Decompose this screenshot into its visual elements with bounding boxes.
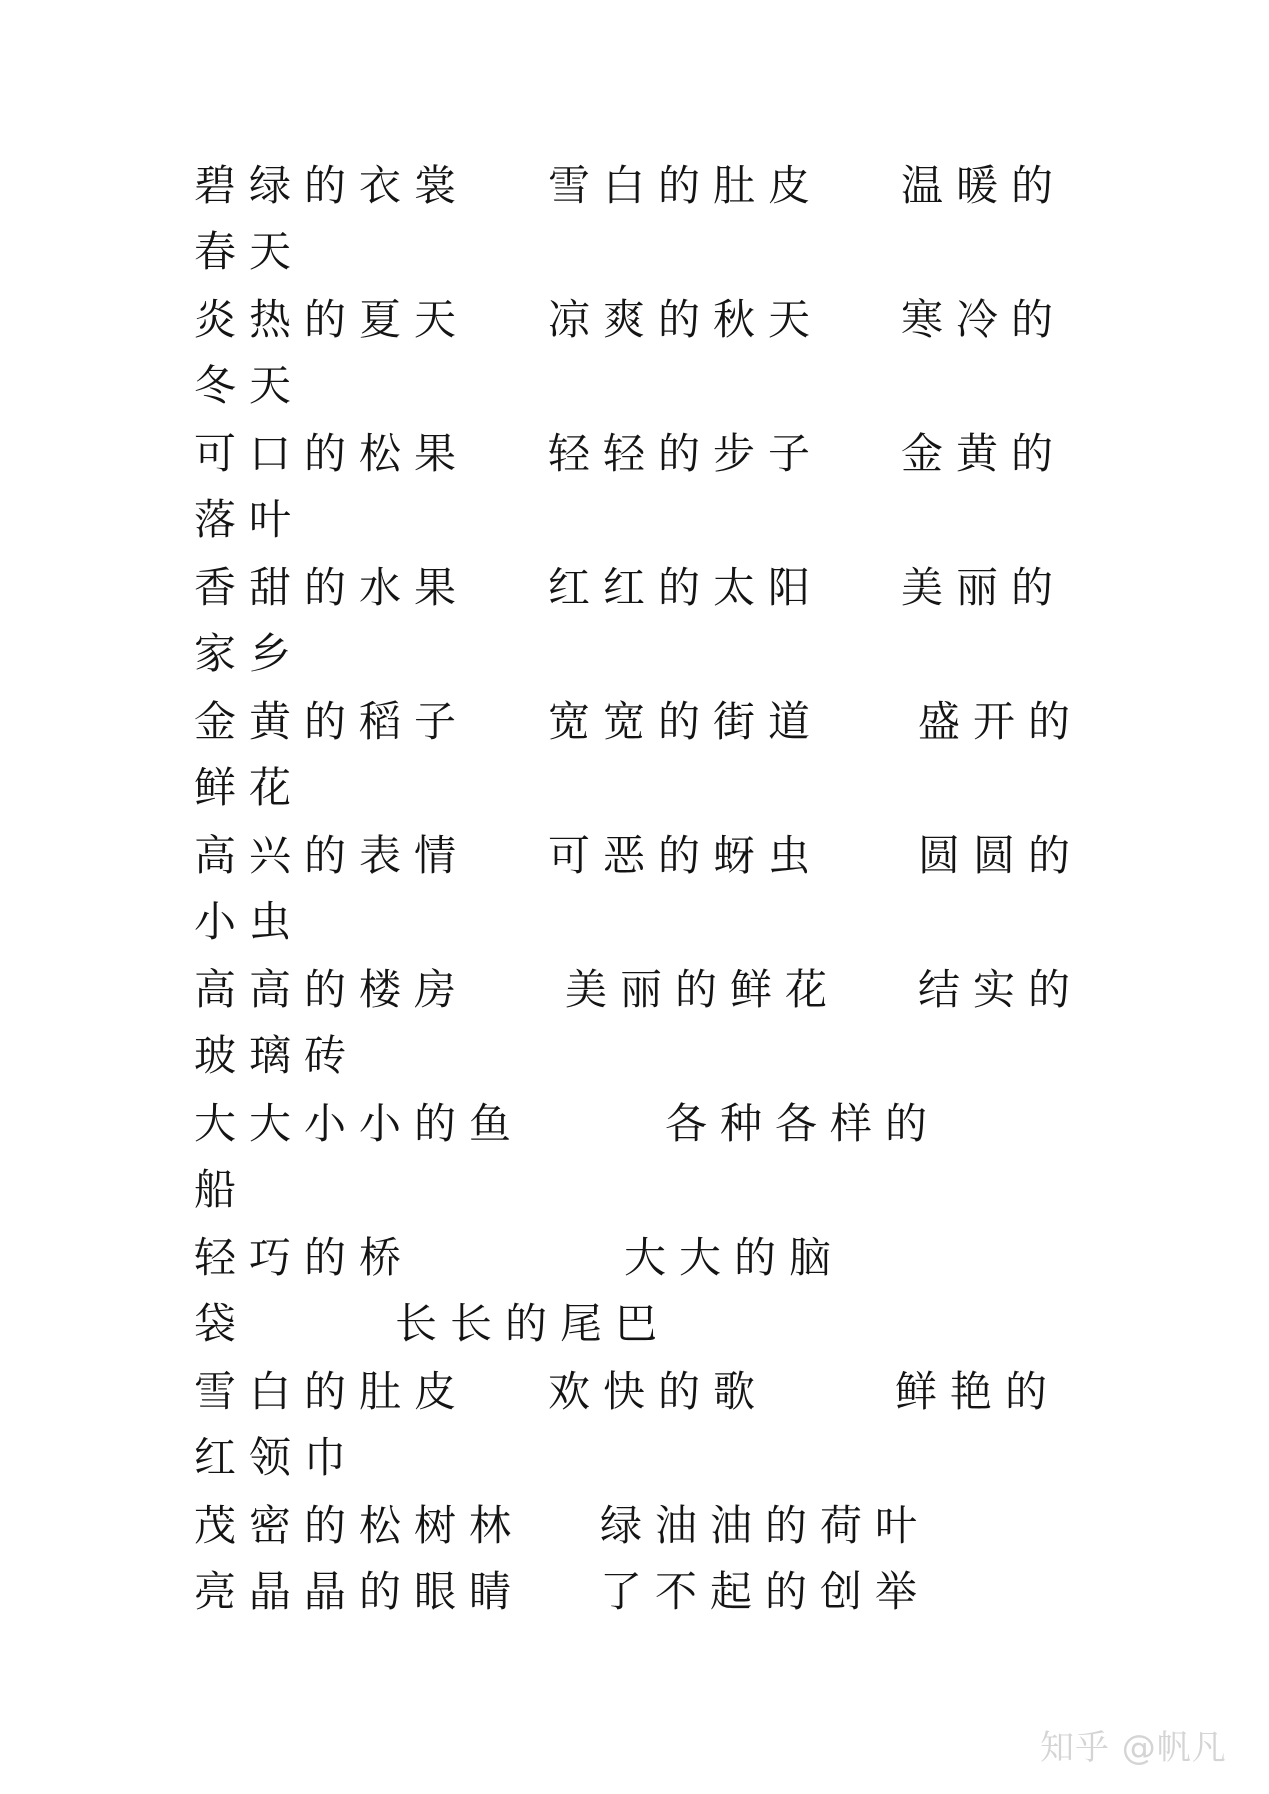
phrase: 寒冷的 [901,295,1067,344]
phrase: 长长的尾巴 [395,1299,671,1348]
text-line [0,1362,1269,1422]
phrase: 温暖的 [901,161,1067,210]
phrase: 高兴的表情 [194,831,470,880]
phrase: 家乡 [194,629,305,678]
text-line [0,892,1269,952]
text-line [0,1562,1269,1622]
text-line [0,1228,1269,1288]
phrase: 袋 [194,1299,250,1348]
phrase: 春天 [194,227,305,276]
phrase: 玻璃砖 [194,1031,360,1080]
phrase: 轻轻的步子 [548,429,824,478]
phrase: 雪白的肚皮 [194,1367,470,1416]
text-line [0,826,1269,886]
text-line [0,490,1269,550]
text-line [0,624,1269,684]
phrase: 亮晶晶的眼睛 [194,1567,525,1616]
text-line [0,1294,1269,1354]
phrase: 船 [194,1165,250,1214]
phrase: 雪白的肚皮 [548,161,824,210]
phrase: 大大的脑 [624,1233,845,1282]
text-line [0,758,1269,818]
phrase: 茂密的松树林 [194,1501,525,1550]
phrase: 鲜艳的 [895,1367,1061,1416]
phrase: 结实的 [918,965,1084,1014]
phrase: 落叶 [194,495,305,544]
text-line [0,156,1269,216]
phrase: 小虫 [194,897,305,946]
text-line [0,960,1269,1020]
phrase: 美丽的 [901,563,1067,612]
phrase: 香甜的水果 [194,563,470,612]
text-line [0,1496,1269,1556]
text-line [0,222,1269,282]
phrase: 盛开的 [918,697,1084,746]
phrase: 圆圆的 [918,831,1084,880]
phrase: 大大小小的鱼 [194,1099,525,1148]
phrase: 可口的松果 [194,429,470,478]
phrase: 冬天 [194,361,305,410]
text-line [0,558,1269,618]
phrase: 炎热的夏天 [194,295,470,344]
phrase: 各种各样的 [665,1099,941,1148]
zhihu-watermark: 知乎 @帆凡 [1040,1728,1227,1768]
phrase: 了不起的创举 [600,1567,931,1616]
phrase: 美丽的鲜花 [565,965,841,1014]
text-line [0,424,1269,484]
phrase: 鲜花 [194,763,305,812]
text-line [0,1094,1269,1154]
phrase: 金黄的稻子 [194,697,470,746]
text-line [0,356,1269,416]
phrase: 可恶的蚜虫 [548,831,824,880]
text-line [0,692,1269,752]
phrase: 碧绿的衣裳 [194,161,470,210]
text-line [0,1026,1269,1086]
phrase: 高高的楼房 [194,965,470,1014]
phrase: 凉爽的秋天 [548,295,824,344]
phrase: 绿油油的荷叶 [600,1501,931,1550]
phrase: 红红的太阳 [548,563,824,612]
text-line [0,1428,1269,1488]
phrase: 宽宽的街道 [548,697,824,746]
text-line [0,1160,1269,1220]
phrase: 金黄的 [901,429,1067,478]
phrase: 红领巾 [194,1433,360,1482]
phrase: 轻巧的桥 [194,1233,415,1282]
text-line [0,290,1269,350]
phrase: 欢快的歌 [548,1367,769,1416]
